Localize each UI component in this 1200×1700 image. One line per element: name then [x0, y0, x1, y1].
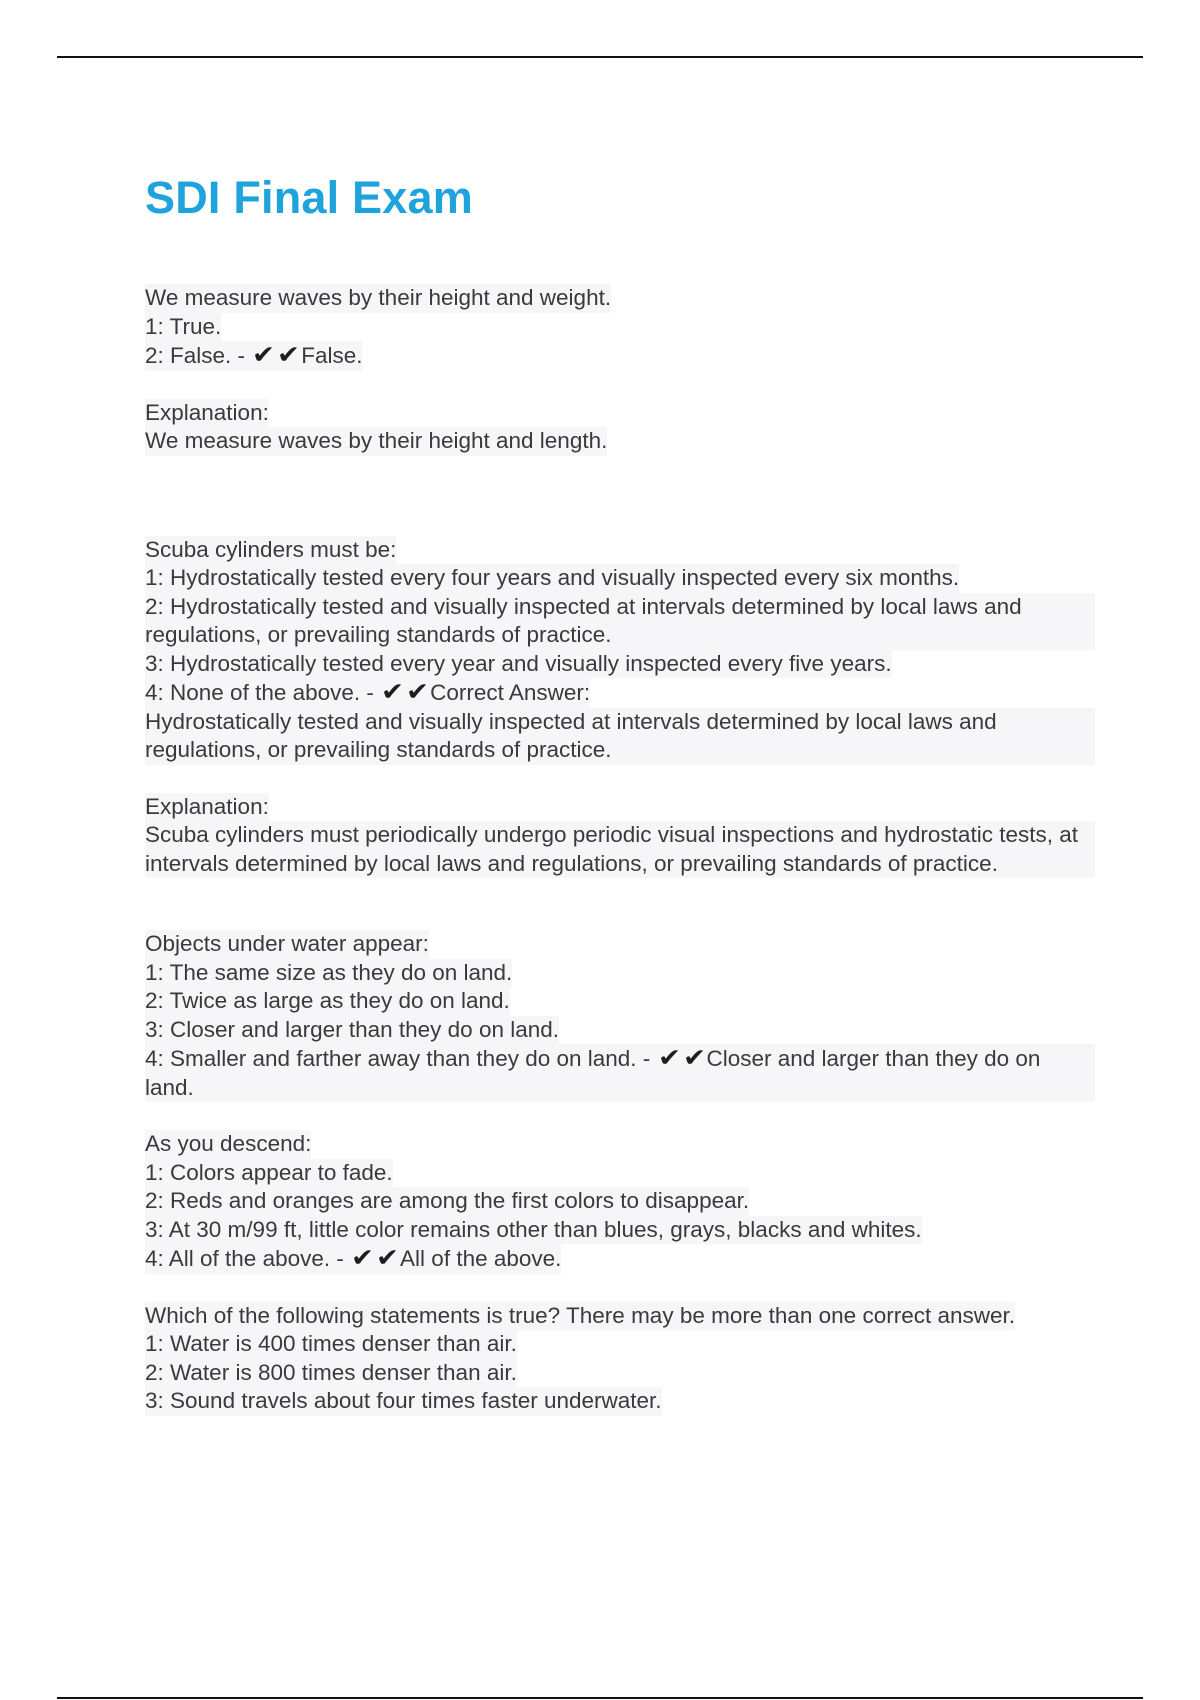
question-prompt: Scuba cylinders must be:: [145, 536, 396, 565]
answer-line: [145, 1244, 561, 1274]
option: 2: Hydrostatically tested and visually inspected at intervals determined by local laws and regulations, or prevailing standards of practice.: [145, 593, 1095, 650]
option: 4: Smaller and farther away than they do on land. -: [145, 1046, 651, 1071]
document-title: SDI Final Exam: [145, 172, 473, 223]
check-icon: ✔: [657, 1044, 681, 1072]
check-icon: ✔: [381, 678, 405, 706]
question-5: [145, 1302, 1095, 1416]
option: 1: Colors appear to fade.: [145, 1159, 393, 1188]
option: 3: Closer and larger than they do on land.: [145, 1016, 559, 1045]
question-4: [145, 1130, 1095, 1274]
question-prompt: We measure waves by their height and weight.: [145, 284, 611, 313]
option: 1: The same size as they do on land.: [145, 959, 512, 988]
explanation-text: Scuba cylinders must periodically undergo periodic visual inspections and hydrostatic tests, at intervals determined by local laws and regulations, or prevailing standards of practice.: [145, 821, 1095, 878]
answer-line: [145, 1044, 1095, 1102]
option: 2: Twice as large as they do on land.: [145, 987, 510, 1016]
option: 1: True.: [145, 313, 221, 342]
question-prompt: Which of the following statements is true? There may be more than one correct answer.: [145, 1302, 1015, 1331]
option: 4: None of the above. -: [145, 680, 374, 705]
check-icon: ✔: [351, 1244, 375, 1272]
option: 1: Water is 400 times denser than air.: [145, 1330, 517, 1359]
option: 4: All of the above. -: [145, 1246, 344, 1271]
option: 3: Sound travels about four times faster underwater.: [145, 1387, 662, 1416]
check-icon: ✔: [252, 341, 276, 369]
answer-detail: Hydrostatically tested and visually inspected at intervals determined by local laws and regulations, or prevailing standards of practice.: [145, 708, 1095, 765]
question-2: [145, 536, 1095, 879]
correct-answer: All of the above.: [400, 1246, 562, 1271]
explanation-text: We measure waves by their height and length.: [145, 427, 607, 456]
check-icon: ✔: [682, 1044, 706, 1072]
explanation-label: Explanation:: [145, 399, 269, 428]
exam-content: [145, 284, 1095, 1416]
footer-rule: [57, 1697, 1143, 1699]
check-icon: ✔: [406, 678, 430, 706]
check-icon: ✔: [376, 1244, 400, 1272]
header-rule: [57, 56, 1143, 58]
correct-answer: False.: [301, 343, 363, 368]
explanation-label: Explanation:: [145, 793, 269, 822]
question-3: [145, 930, 1095, 1102]
question-1: [145, 284, 1095, 456]
option: 2: Reds and oranges are among the first colors to disappear.: [145, 1187, 749, 1216]
check-icon: ✔: [277, 341, 301, 369]
correct-answer: Correct Answer:: [430, 680, 591, 705]
answer-line: [145, 341, 362, 371]
option: 2: Water is 800 times denser than air.: [145, 1359, 517, 1388]
correct-answer: Closer and larger than they do on land.: [145, 1046, 1041, 1100]
answer-line: [145, 678, 590, 708]
option: 1: Hydrostatically tested every four years and visually inspected every six months.: [145, 564, 959, 593]
option: 3: Hydrostatically tested every year and visually inspected every five years.: [145, 650, 892, 679]
option: 2: False. -: [145, 343, 246, 368]
question-prompt: Objects under water appear:: [145, 930, 429, 959]
question-prompt: As you descend:: [145, 1130, 311, 1159]
option: 3: At 30 m/99 ft, little color remains other than blues, grays, blacks and whites.: [145, 1216, 922, 1245]
